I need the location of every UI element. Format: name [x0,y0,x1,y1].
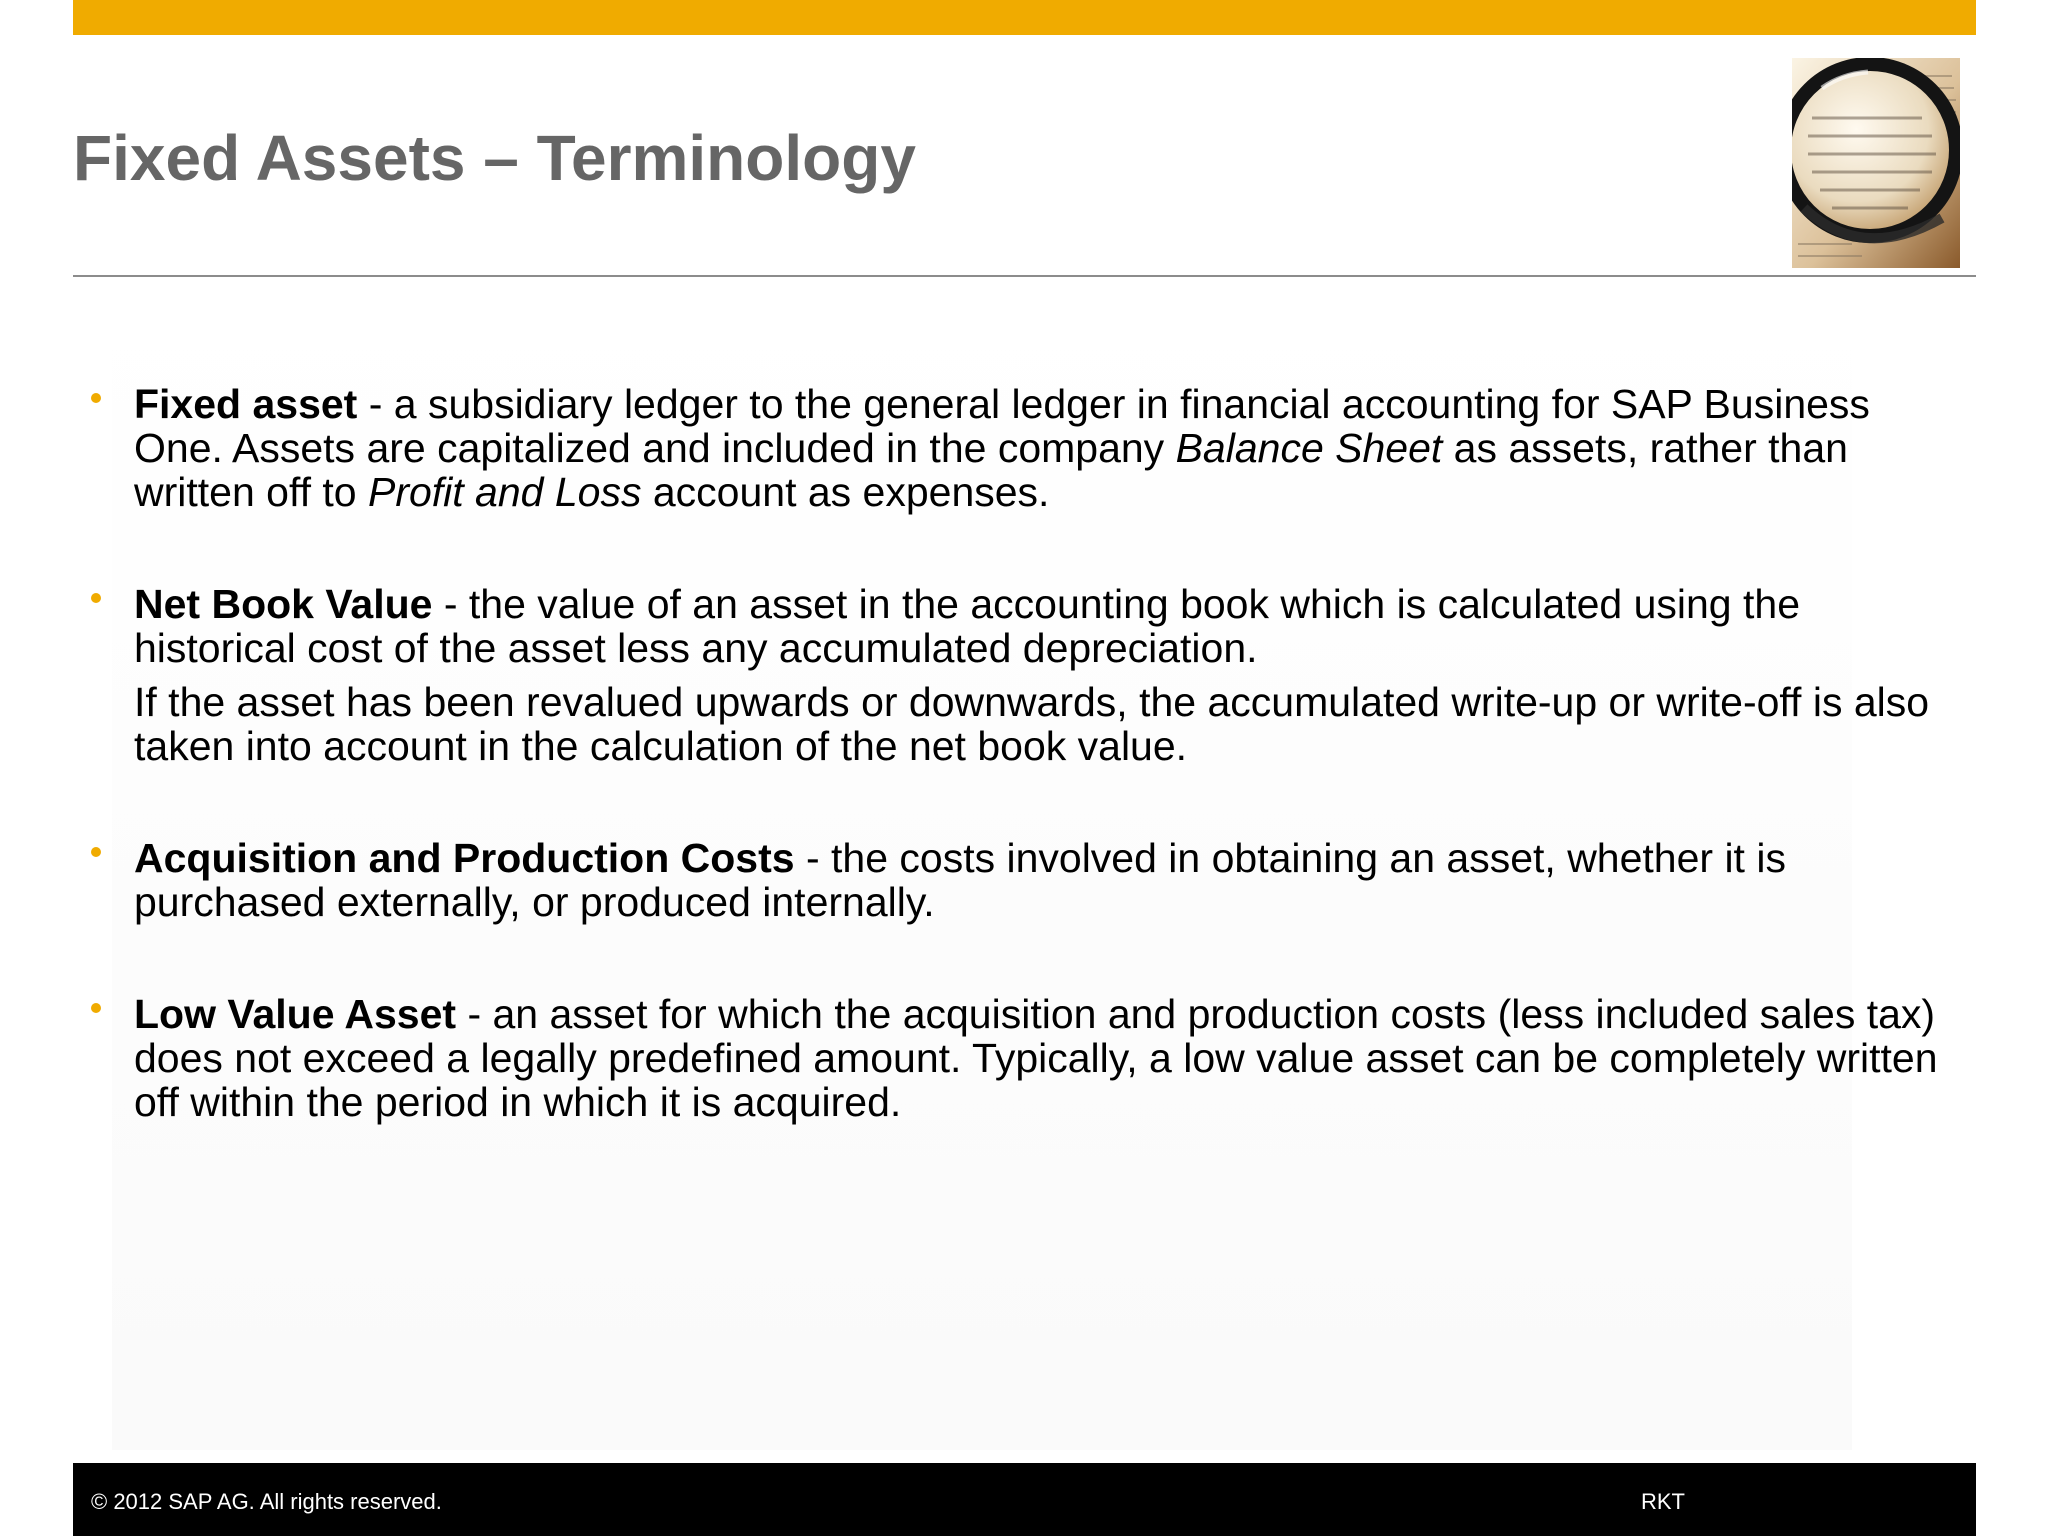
bullet-text: as assets, rather than written off to [134,425,1848,515]
bullet-dot-icon [91,847,101,857]
bullet-paragraph [134,992,1950,1124]
bullet-term: Fixed asset [134,381,358,427]
page-title: Fixed Assets – Terminology [73,122,916,194]
bullet-term: Low Value Asset [134,991,457,1037]
bullet-paragraph [134,836,1950,924]
bullet-paragraph [134,582,1950,670]
bullet-emphasis: Balance Sheet [1175,425,1443,471]
bullet-term: Net Book Value [134,581,433,627]
bullet-dot-icon [91,393,101,403]
terminology-list [90,382,1950,1192]
copyright-text: © 2012 SAP AG. All rights reserved. [91,1489,442,1514]
bullet-text: - the costs involved in obtaining an asset, whether it is purchased externally, or produced internally. [134,835,1786,925]
bullet-paragraph [134,382,1950,514]
bullet-text: account as expenses. [641,469,1050,515]
bullet-continuation: If the asset has been revalued upwards or downwards, the accumulated write-up or write-off is also taken into account in the calculation of the net book value. [134,679,1930,769]
list-item [90,582,1950,768]
footer-code: RKT [1641,1489,1685,1514]
top-accent-bar [73,0,1976,35]
bullet-dot-icon [91,1003,101,1013]
title-divider [73,275,1976,277]
list-item [90,382,1950,514]
bullet-emphasis: Profit and Loss [367,469,642,515]
bullet-text: - the value of an asset in the accounting book which is calculated using the historical cost of the asset less any accumulated depreciation. [134,581,1800,671]
bullet-text: - an asset for which the acquisition and production costs (less included sales tax) does not exceed a legally predefined amount. Typically, a low value asset can be completely written off within the period in which it is acquired. [134,991,1938,1125]
magnifying-glass-icon [1792,58,1960,268]
bullet-text: - a subsidiary ledger to the general ledger in financial accounting for SAP Business One. Assets are capitalized and included in the company [134,381,1870,471]
list-item [90,992,1950,1124]
list-item [90,836,1950,924]
bullet-term: Acquisition and Production Costs [134,835,795,881]
footer-bar [73,1463,1976,1536]
bullet-dot-icon [91,593,101,603]
magnifier-photo [1792,58,1960,268]
